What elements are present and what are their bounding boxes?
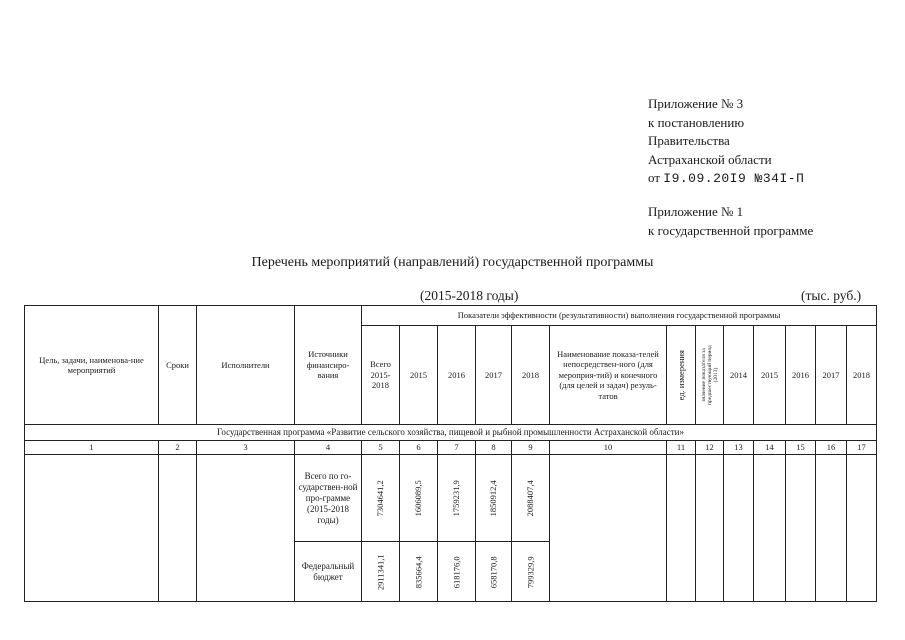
value-cell (362, 543, 399, 601)
value-cell (400, 456, 437, 540)
value-cell (476, 543, 511, 601)
row-2017-value: 658170,8 (488, 556, 499, 588)
row-total-value: 7304641,2 (375, 479, 386, 517)
column-number: 10 (603, 442, 613, 453)
header-base-value-cell (696, 326, 723, 424)
row-2018-value: 2088407,4 (525, 479, 536, 517)
header-ind-2018: 2018 (853, 369, 870, 380)
header-executors: Исполнители (221, 359, 270, 370)
column-number: 4 (325, 442, 331, 453)
column-number: 12 (705, 442, 714, 453)
value-cell (512, 543, 549, 601)
header-indicators-group: Показатели эффективности (результативности) выполнения государственной программы (457, 310, 781, 321)
header-ind-2014: 2014 (730, 369, 747, 380)
value-cell (438, 456, 475, 540)
value-cell (512, 456, 549, 540)
column-number: 13 (734, 442, 743, 453)
row-2018-value: 799329,9 (525, 556, 536, 588)
date-prefix: от (648, 170, 661, 185)
row-source: Федеральный бюджет (301, 561, 355, 582)
column-number: 14 (765, 442, 774, 453)
header-ind-2015: 2015 (761, 369, 778, 380)
column-number: 2 (175, 442, 180, 453)
appendix-1-line: к государственной программе (648, 222, 814, 238)
resolution-date-number: I9.09.20I9 №34I-П (663, 171, 805, 186)
row-2016-value: 618176,0 (451, 556, 462, 588)
value-cell (362, 456, 399, 540)
period-label: (2015-2018 годы) (420, 288, 519, 303)
row-total-value: 2911341,1 (375, 554, 386, 590)
header-year-2017: 2017 (485, 369, 502, 380)
row-2017-value: 1850912,4 (488, 479, 499, 517)
header-total: Всего 2015-2018 (370, 359, 391, 391)
header-unit: ед. измерения (675, 349, 686, 401)
column-number: 15 (796, 442, 805, 453)
column-number: 17 (857, 442, 866, 453)
document-title: Перечень мероприятий (направлений) государственной программы (251, 255, 654, 270)
header-year-2018: 2018 (522, 369, 539, 380)
header-indicator-name: Наименование показа-телей непосредствен-ного (для мероприя-тий) и конечного (для целей и задач) резуль-татов (557, 348, 659, 401)
column-number: 16 (826, 442, 836, 453)
value-cell (438, 543, 475, 601)
value-cell (400, 543, 437, 601)
units-label: (тыс. руб.) (801, 288, 862, 303)
column-number: 11 (676, 442, 686, 453)
appendix-3-line: Правительства (648, 133, 730, 148)
column-number: 6 (416, 442, 421, 453)
appendix-3-line: Приложение № 3 (648, 96, 744, 111)
program-title: Государственная программа «Развитие сельского хозяйства, пищевой и рыбной промышленности Астраханской области» (217, 427, 684, 438)
row-source: Всего по го-сударствен-ной про-грамме (2015-2018 годы) (298, 470, 358, 525)
header-ind-2017: 2017 (822, 369, 840, 380)
header-sources: Источники финансиро-вания (306, 349, 350, 381)
header-year-2016: 2016 (448, 369, 465, 380)
appendix-1-line: Приложение № 1 (648, 204, 744, 219)
row-2015-value: 1606089,5 (413, 479, 424, 517)
column-number: 1 (89, 442, 94, 453)
header-unit-cell (667, 326, 695, 424)
header-goal: Цель, задачи, наименова-ние мероприятий (39, 354, 144, 375)
appendix-3-line: к постановлению (648, 114, 745, 130)
row-2016-value: 1759231,9 (451, 479, 462, 517)
column-number: 9 (528, 442, 533, 453)
column-number: 8 (491, 442, 496, 453)
value-cell (476, 456, 511, 540)
header-base-value: значение показателя за предшествующий период (2013) (700, 345, 719, 405)
header-year-2015: 2015 (410, 369, 427, 380)
row-2015-value: 835664,4 (413, 556, 424, 588)
header-terms: Сроки (166, 359, 189, 370)
column-number: 5 (378, 442, 383, 453)
column-number: 3 (243, 442, 248, 453)
appendix-3-line: Астраханской области (648, 151, 772, 167)
header-ind-2016: 2016 (792, 369, 809, 380)
column-number: 7 (454, 442, 459, 453)
